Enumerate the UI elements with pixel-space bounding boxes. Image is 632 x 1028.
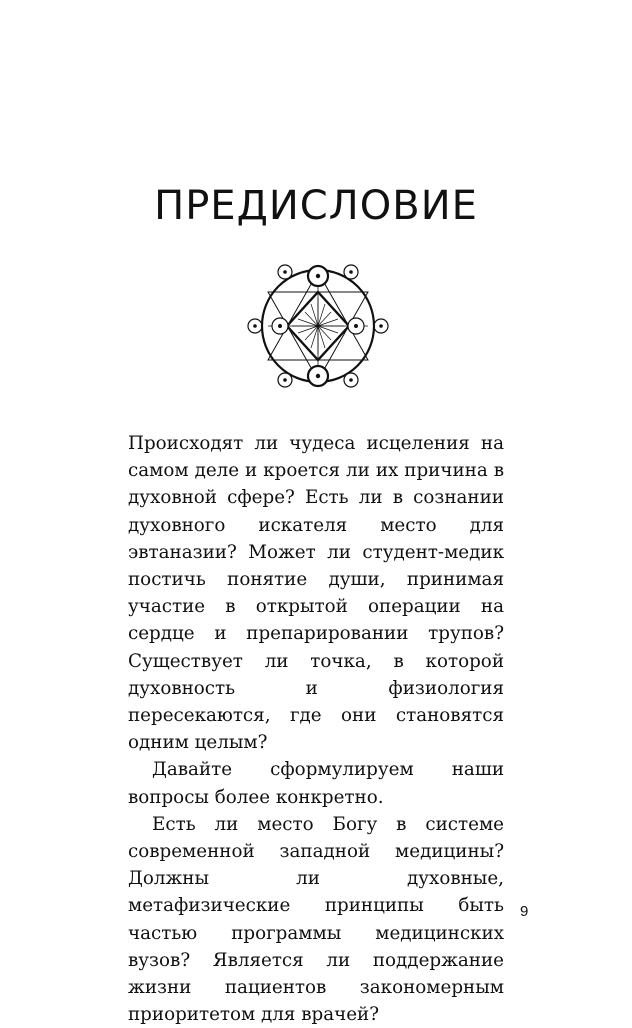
body-text — [128, 430, 504, 1028]
paragraph-2: Давайте сформулируем наши вопросы более конкретно. — [128, 759, 504, 808]
sacred-geometry-emblem-icon — [245, 262, 391, 390]
chapter-title: ПРЕДИСЛОВИЕ — [154, 183, 478, 229]
paragraph-3: Есть ли место Богу в системе современной западной медицины? Должны ли духовные, метафизические принципы быть частью программы медицинских вузов? Является ли поддержание жизни пациентов закономерным приоритетом для врачей? — [128, 813, 504, 1026]
paragraph-1: Происходят ли чудеса исцеления на самом деле и кроется ли их причина в духовной сфере? Есть ли в сознании духовного искателя место для эвтаназии? Может ли студент-медик постичь понятие души, принимая участие в открытой операции на сердце и препарировании трупов? Существует ли точка, в которой духовность и физиология пересекаются, где они становятся одним целым? — [128, 433, 504, 754]
page-number: 9 — [520, 903, 529, 920]
